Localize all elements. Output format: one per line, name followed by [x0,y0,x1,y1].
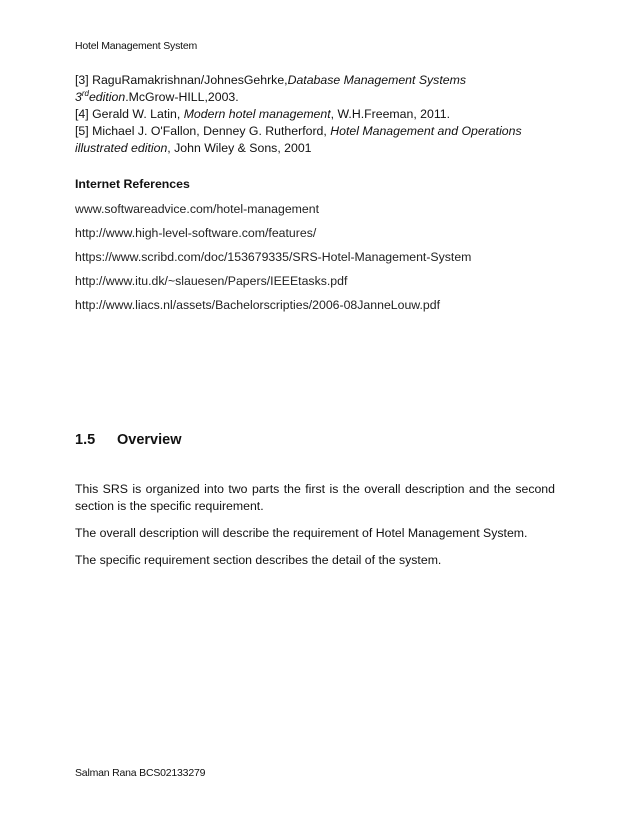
reference-5 [75,123,555,140]
reference-url: http://www.itu.dk/~slauesen/Papers/IEEEtasks.pdf [75,274,348,288]
section-title: Overview [117,432,182,448]
overview-paragraph: This SRS is organized into two parts the first is the overall description and the second section is the specific requirement. [75,482,555,513]
book-references [75,72,555,157]
reference-4-title: Modern hotel management [183,107,331,121]
reference-4-authors: [4] Gerald W. Latin, [75,107,184,121]
internet-references-list [75,201,471,321]
reference-5-publisher: , John Wiley & Sons, 2001 [167,141,312,155]
reference-url: http://www.liacs.nl/assets/Bachelorscripties/2006-08JanneLouw.pdf [75,298,441,312]
reference-url: www.softwareadvice.com/hotel-management [75,202,319,216]
reference-3-edition-suffix: rd [81,89,89,98]
internet-references-heading: Internet References [75,177,190,191]
reference-3-edition-word: edition [88,90,126,104]
overview-paragraph: The specific requirement section describes the detail of the system. [75,553,442,567]
reference-5-authors: [5] Michael J. O'Fallon, Denney G. Rutherford, [75,124,331,138]
reference-3-publisher: .McGrow-HILL,2003. [125,90,239,104]
page-footer: Salman Rana BCS02133279 [75,767,206,779]
reference-3-title: Database Management Systems [287,73,466,87]
section-heading [75,432,182,448]
overview-paragraph: The overall description will describe the requirement of Hotel Management System. [75,526,528,540]
reference-5-edition-line [75,140,555,157]
reference-5-title: Hotel Management and Operations [330,124,522,138]
reference-3 [75,72,555,89]
page-header: Hotel Management System [75,40,198,52]
reference-3-authors: [3] RaguRamakrishnan/JohnesGehrke, [75,73,288,87]
reference-5-edition: illustrated edition [75,141,168,155]
reference-3-edition-line [75,89,555,106]
reference-url: https://www.scribd.com/doc/153679335/SRS-Hotel-Management-System [75,250,472,264]
reference-url: http://www.high-level-software.com/features/ [75,226,317,240]
reference-3-edition-number: 3 [75,90,82,104]
reference-4-publisher: , W.H.Freeman, 2011. [330,107,451,121]
reference-4 [75,106,555,123]
overview-body [75,481,555,579]
section-number: 1.5 [75,432,96,448]
